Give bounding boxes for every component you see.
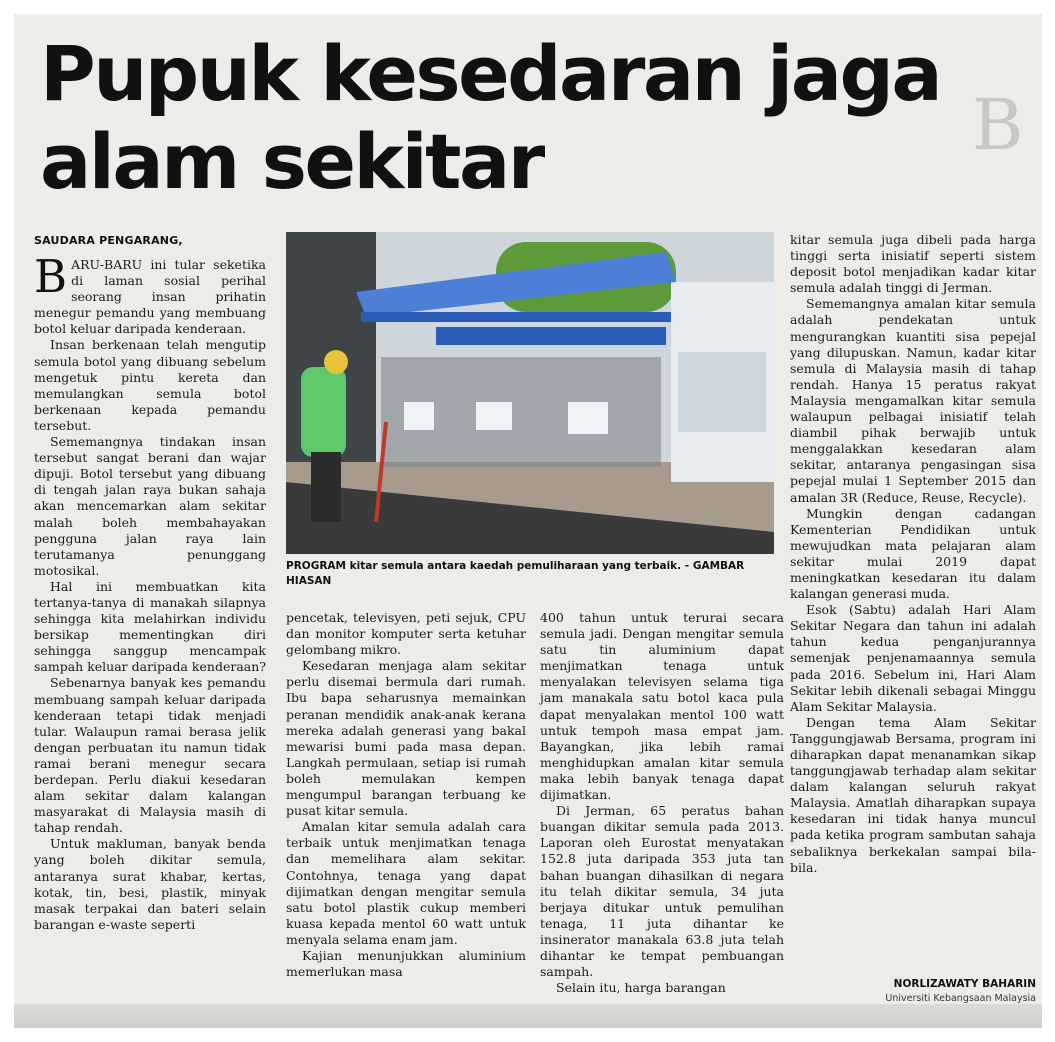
worker-legs <box>311 452 341 522</box>
paragraph: Hal ini membuatkan kita tertanya-tanya di manakah silapnya sehingga kita melahirkan individu bersikap mementingkan diri sehingga sanggup mencampak sampah keluar daripada kenderaan? <box>34 578 266 675</box>
shelter-roof <box>361 312 671 322</box>
paragraph: Kesedaran menjaga alam sekitar perlu disemai bermula dari rumah. Ibu bapa seharusnya memainkan peranan mendidik anak-anak kerana mereka adalah generasi yang bakal mewarisi bumi pada masa depan. Langkah permulaan, setiap isi rumah boleh memulakan kempen mengumpul barangan terbuang ke pusat kitar semula. <box>286 658 526 819</box>
paragraph: Sebenarnya banyak kes pemandu membuang sampah keluar daripada kenderaan tetapi tidak menjadi tular. Walaupun ramai berasa jelik dengan perbuatan itu namun tidak ramai berani menegur secara berdepan. Perlu diakui kesedaran alam sekitar dalam kalangan masyarakat di Malaysia masih di tahap rendah. <box>34 675 266 836</box>
paragraph: pencetak, televisyen, peti sejuk, CPU dan monitor komputer serta ketuhar gelombang mikro. <box>286 610 526 658</box>
author-affiliation: Universiti Kebangsaan Malaysia <box>885 993 1036 1004</box>
paragraph: Untuk makluman, banyak benda yang boleh dikitar semula, antaranya surat khabar, kertas, kotak, tin, besi, plastik, minyak masak terpakai dan bateri selain barangan e-waste seperti <box>34 836 266 932</box>
recycling-station-photo <box>286 232 774 554</box>
paragraph: Esok (Sabtu) adalah Hari Alam Sekitar Negara dan tahun ini adalah tahun kedua penganjurannya semenjak penjenamaannya semula pada 2016. Sebelum ini, Hari Alam Sekitar lebih dikenali sebagai Minggu Alam Sekitar Malaysia. <box>790 602 1036 714</box>
letter-salutation: SAUDARA PENGARANG, <box>34 234 183 247</box>
author-name: NORLIZAWATY BAHARIN <box>893 978 1036 990</box>
headline: Pupuk kesedaran jaga alam sekitar <box>40 29 941 206</box>
drop-cap: B <box>34 250 68 303</box>
worker-head <box>324 350 348 374</box>
bin-label-2 <box>476 402 512 430</box>
shelter-sign <box>436 327 666 345</box>
paragraph: Selain itu, harga barangan <box>556 980 726 996</box>
newspaper-page <box>14 14 1042 1028</box>
paragraph: Mungkin dengan cadangan Kementerian Pendidikan untuk mewujudkan mata pelajaran alam sekitar mulai 2019 dapat meningkatkan kesedaran itu dalam kalangan generasi muda. <box>790 505 1036 602</box>
paragraph: Dengan tema Alam Sekitar Tanggungjawab Bersama, program ini diharapkan dapat menanamkan sikap tanggungjawab terhadap alam sekitar dalam kalangan seluruh rakyat Malaysia. Amatlah diharapkan supaya kesedaran ini tidak hanya muncul pada ketika program sambutan sahaja sebaliknya berkekalan sampai bila-bila. <box>790 714 1036 875</box>
bin-label-1 <box>404 402 434 430</box>
article-column-1 <box>34 250 266 1015</box>
paragraph: Amalan kitar semula adalah cara terbaik untuk menjimatkan tenaga dan memelihara alam sekitar. Contohnya, tenaga yang dapat dijimatkan dengan mengitar semula satu botol plastik cukup memberi kuasa kepada mentol 60 watt untuk menyala selama enam jam. <box>286 819 526 947</box>
article-column-2 <box>286 610 526 1015</box>
bin-label-3 <box>568 402 608 434</box>
paragraph: Di Jerman, 65 peratus bahan buangan dikitar semula pada 2013. Laporan oleh Eurostat menyatakan 152.8 juta daripada 353 juta tan bahan buangan dihasilkan di negara itu telah dikitar semula, 34 juta berjaya ditukar untuk pemulihan tenaga, 11 juta dihantar ke insinerator manakala 63.8 juta telah dihantar ke tempat pembuangan sampah. <box>540 803 784 980</box>
page-fold-edge <box>14 1004 1042 1028</box>
paragraph: Insan berkenaan telah mengutip semula botol yang dibuang sebelum mengetuk pintu kereta dan memulangkan semula botol berkenaan kepada pemandu tersebut. <box>34 337 266 433</box>
paragraph: Sememangnya tindakan insan tersebut sangat berani dan wajar dipuji. Botol tersebut yang dibuang di tengah jalan raya bukan sahaja akan mencemarkan alam sekitar malah boleh membahayakan pengguna jalan raya lain terutamanya penunggang motosikal. <box>34 434 266 578</box>
article-column-4 <box>790 232 1036 977</box>
photo-caption: PROGRAM kitar semula antara kaedah pemuliharaan yang terbaik. - GAMBAR HIASAN <box>286 560 745 587</box>
photo-illustration <box>286 232 774 554</box>
paragraph: BARU-BARU ini tular seketika di laman sosial perihal seorang insan prihatin menegur pemandu yang membuang botol keluar daripada kenderaan. <box>34 250 266 337</box>
kiosk-panel <box>678 352 766 432</box>
paragraph: kitar semula juga dibeli pada harga tinggi serta inisiatif seperti sistem deposit botol menjadikan kadar kitar semula adalah tinggi di Jerman. <box>790 232 1036 296</box>
adjacent-page-letter: B <box>972 84 1024 166</box>
article-column-3 <box>540 610 784 1015</box>
worker-body <box>301 367 346 457</box>
paragraph: Kajian menunjukkan aluminium memerlukan masa <box>286 947 526 980</box>
paragraph: 400 tahun untuk terurai secara semula jadi. Dengan mengitar semula satu tin aluminium dapat menjimatkan tenaga untuk menyalakan televisyen selama tiga jam manakala satu botol kaca pula dapat menyalakan mentol 100 watt untuk tempoh masa empat jam. Bayangkan, jika lebih ramai menghidupkan amalan kitar semula maka lebih banyak tenaga dapat dijimatkan. <box>540 610 784 803</box>
paragraph: Sememangnya amalan kitar semula adalah pendekatan untuk mengurangkan kuantiti sisa pepejal yang dilupuskan. Namun, kadar kitar semula di Malaysia masih di tahap rendah. Hanya 15 peratus rakyat Malaysia mengamalkan kitar semula walaupun pelbagai inisiatif telah diambil pihak berwajib untuk menggalakkan kesedaran alam sekitar, antaranya pengasingan sisa pepejal mulai 1 September 2015 dan amalan 3R (Reduce, Reuse, Recycle). <box>790 296 1036 505</box>
